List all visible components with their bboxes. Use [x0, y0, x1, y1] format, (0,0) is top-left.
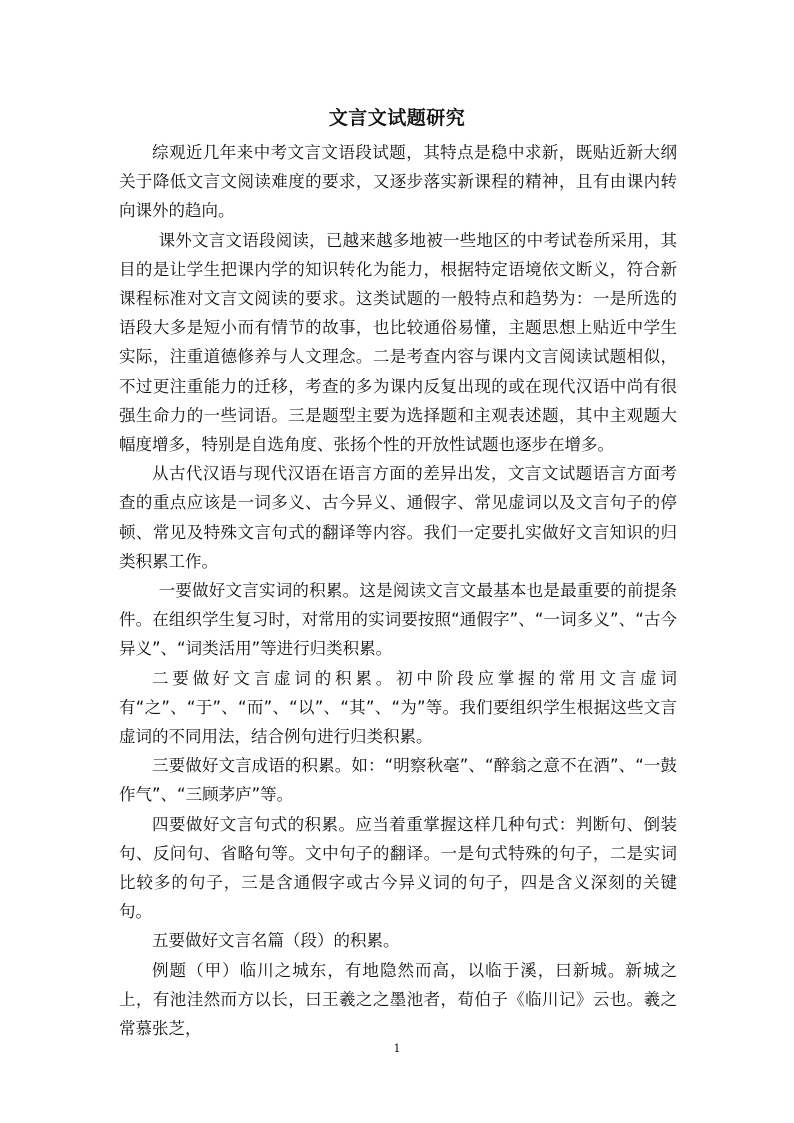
- paragraph-example: 例题（甲）临川之城东，有地隐然而高，以临于溪，曰新城。新城之上，有池洼然而方以长，曰王羲之之墨池者，荀伯子《临川记》云也。羲之常慕张芝，: [119, 960, 677, 1039]
- paragraph-sentence-patterns: 四要做好文言句式的积累。应当着重掌握这样几种句式：判断句、倒装句、反问句、省略句等。文中句子的翻译。一是句式特殊的句子，二是实词比较多的句子，三是含通假字或古今异义词的句子，四是含义深刻的关键句。: [119, 814, 677, 922]
- document-title: 文言文试题研究: [328, 107, 466, 129]
- paragraph-language-differences: 从古代汉语与现代汉语在语言方面的差异出发，文言文试题语言方面考查的重点应该是一词多义、古今异义、通假字、常见虚词以及文言句子的停顿、常见及特殊文言句式的翻译等内容。我们一定要扎实做好文言知识的归类积累工作。: [119, 464, 677, 571]
- paragraph-famous-passages: 五要做好文言名篇（段）的积累。: [152, 931, 400, 951]
- paragraph-content-words: 一要做好文言实词的积累。这是阅读文言文最基本也是最重要的前提条件。在组织学生复习时，对常用的实词要按照“通假字”、“一词多义”、“古今异义”、“词类活用”等进行归类积累。: [119, 581, 677, 659]
- document-body: [119, 138, 677, 1043]
- paragraph-idioms: 三要做好文言成语的积累。如：“明察秋毫”、“醉翁之意不在酒”、“一鼓作气”、“三顾茅庐”等。: [119, 756, 677, 805]
- paragraph-extracurricular-reading: 课外文言文语段阅读，已越来越多地被一些地区的中考试卷所采用，其目的是让学生把课内学的知识转化为能力，根据特定语境依文断义，符合新课程标准对文言文阅读的要求。这类试题的一般特点和趋势为：一是所选的语段大多是短小而有情节的故事，也比较通俗易懂，主题思想上贴近中学生实际，注重道德修养与人文理念。二是考查内容与课内文言阅读试题相似，不过更注重能力的迁移，考查的多为课内反复出现的或在现代汉语中尚有很强生命力的一些词语。三是题型主要为选择题和主观表述题，其中主观题大幅度增多，特别是自选角度、张扬个性的开放性试题也逐步在增多。: [119, 230, 677, 455]
- paragraph-function-words: 二要做好文言虚词的积累。初中阶段应掌握的常用文言虚词有“之”、“于”、“而”、“以”、“其”、“为”等。我们要组织学生根据这些文言虚词的不同用法，结合例句进行归类积累。: [119, 668, 677, 747]
- paragraph-intro: 综观近几年来中考文言文语段试题，其特点是稳中求新，既贴近新大纲关于降低文言文阅读难度的要求，又逐步落实新课程的精神，且有由课内转向课外的趋向。: [119, 143, 677, 221]
- page-number: 1: [393, 1042, 401, 1055]
